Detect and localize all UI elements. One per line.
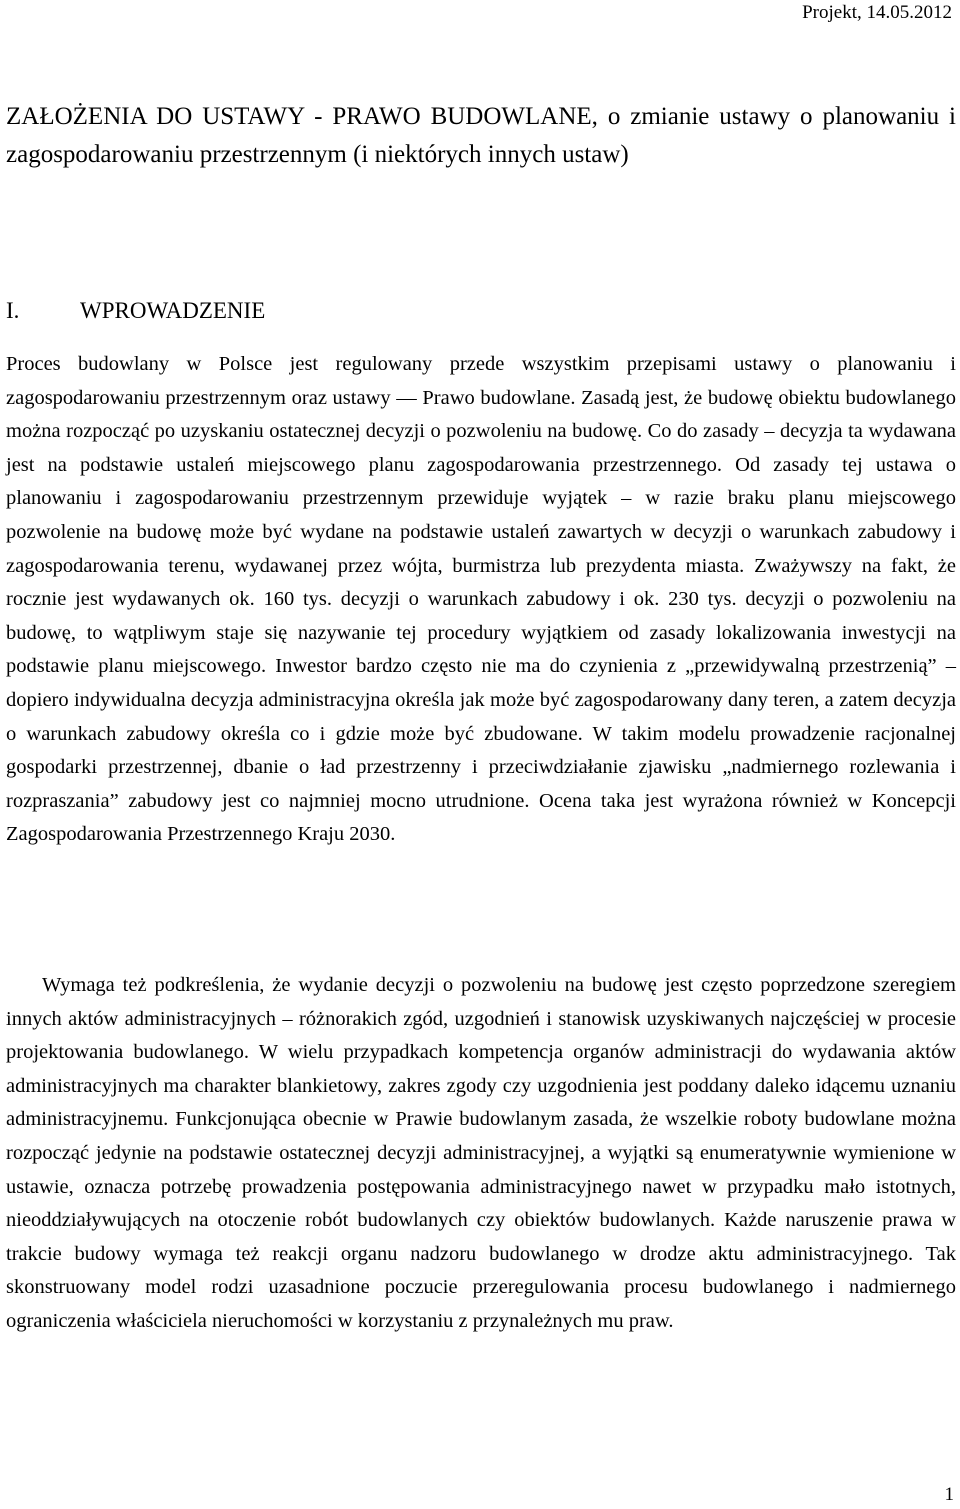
- document-title: ZAŁOŻENIA DO USTAWY - PRAWO BUDOWLANE, o zmianie ustawy o planowaniu i zagospodarowaniu przestrzennym (i niektórych innych ustaw): [6, 103, 956, 168]
- page-number: 1: [944, 1484, 954, 1505]
- section-title: WPROWADZENIE: [80, 298, 266, 323]
- header-date: Projekt, 14.05.2012: [802, 2, 952, 23]
- section-heading: [6, 296, 265, 326]
- paragraph-administrative-acts: Wymaga też podkreślenia, że wydanie decyzji o pozwoleniu na budowę jest często poprzedzone szeregiem innych aktów administracyjnych – różnorakich zgód, uzgodnień i stanowisk uzyskiwanych najczęściej w procesie projektowania budowlanego. W wielu przypadkach kompetencja organów administracji do wydawania aktów administracyjnych ma charakter blankietowy, zakres zgody czy uzgodnienia jest poddany daleko idącemu uznaniu administracyjnemu. Funkcjonująca obecnie w Prawie budowlanym zasada, że wszelkie roboty budowlane można rozpocząć jedynie na podstawie ostatecznej decyzji administracyjnej, a wyjątki są enumeratywnie wymienione w ustawie, oznacza potrzebę prowadzenia postępowania administracyjnego nawet w przypadku mało istotnych, nieoddziaływujących na otoczenie robót budowlanych czy obiektów budowlanych. Każde naruszenie prawa w trakcie budowy wymaga też reakcji organu nadzoru budowlanego w drodze aktu administracyjnego. Tak skonstruowany model rodzi uzasadnione poczucie przeregulowania procesu budowlanego i nadmiernego ograniczenia właściciela nieruchomości w korzystaniu z przynależnych mu praw.: [6, 974, 956, 1332]
- paragraph-introduction: Proces budowlany w Polsce jest regulowany przede wszystkim przepisami ustawy o planowaniu i zagospodarowaniu przestrzennym oraz ustawy — Prawo budowlane. Zasadą jest, że budowę obiektu budowlanego można rozpocząć po uzyskaniu ostatecznej decyzji o pozwoleniu na budowę. Co do zasady – decyzja ta wydawana jest na podstawie ustaleń miejscowego planu zagospodarowania przestrzennego. Od zasady tej ustawa o planowaniu i zagospodarowaniu przestrzennym przewiduje wyjątek – w razie braku planu miejscowego pozwolenie na budowę może być wydane na podstawie ustaleń zawartych w decyzji o warunkach zabudowy i zagospodarowania terenu, wydawanej przez wójta, burmistrza lub prezydenta miasta. Zważywszy na fakt, że rocznie jest wydawanych ok. 160 tys. decyzji o warunkach zabudowy i ok. 230 tys. decyzji o pozwoleniu na budowę, to wątpliwym staje się nazywanie tej procedury wyjątkiem od zasady lokalizowania inwestycji na podstawie planu miejscowego. Inwestor bardzo często nie ma do czynienia z „przewidywalną przestrzenią” – dopiero indywidualna decyzja administracyjna określa jak może być zagospodarowany dany teren, a zatem decyzja o warunkach zabudowy określa co i gdzie może być zbudowane. W takim modelu prowadzenie racjonalnej gospodarki przestrzennej, dbanie o ład przestrzenny i przeciwdziałanie zjawisku „nadmiernego rozlewania i rozpraszania” zabudowy jest co najmniej mocno utrudnione. Ocena taka jest wyrażona również w Koncepcji Zagospodarowania Przestrzennego Kraju 2030.: [6, 353, 956, 846]
- section-number: I.: [6, 298, 20, 323]
